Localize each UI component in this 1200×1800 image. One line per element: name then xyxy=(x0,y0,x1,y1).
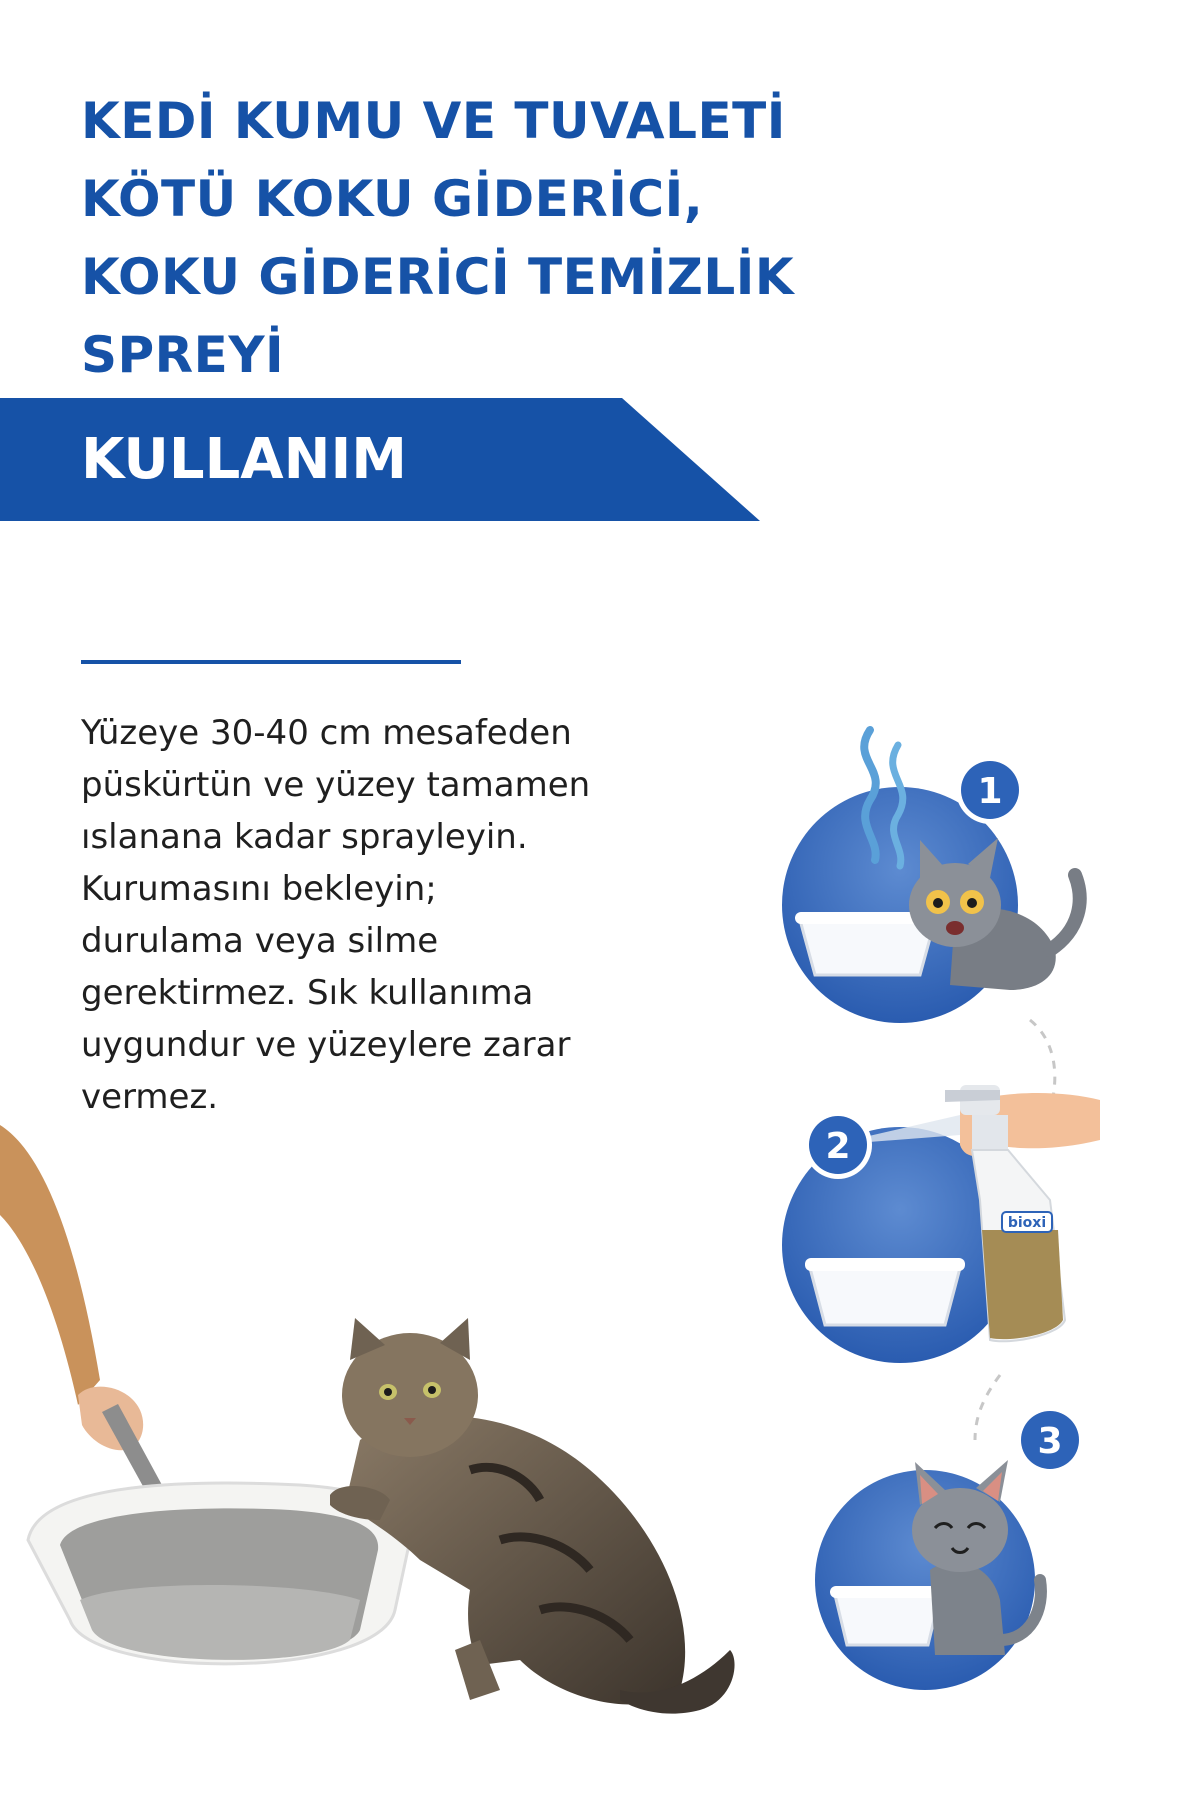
description-line: püskürtün ve yüzey tamamen xyxy=(81,765,591,805)
description-line: uygundur ve yüzeylere zarar xyxy=(81,1025,571,1065)
description-line: Yüzeye 30-40 cm mesafeden xyxy=(81,713,572,753)
brand-logo: bioxi xyxy=(1007,1215,1047,1231)
step-1-illustration xyxy=(782,730,1080,1023)
step-3-illustration xyxy=(815,1406,1084,1690)
litter-box-photo xyxy=(0,1125,735,1714)
product-title-line: SPREYİ xyxy=(81,326,285,384)
product-title-line: KEDİ KUMU VE TUVALETİ xyxy=(81,92,786,150)
description-line: vermez. xyxy=(81,1077,219,1117)
step-connector xyxy=(975,1375,1000,1440)
product-title-line: KÖTÜ KOKU GİDERİCİ, xyxy=(81,170,704,228)
section-label: KULLANIM xyxy=(81,427,408,492)
description-line: Kurumasını bekleyin; xyxy=(81,869,437,909)
product-title-line: KOKU GİDERİCİ TEMİZLİK xyxy=(81,248,795,306)
description-line: durulama veya silme xyxy=(81,921,439,961)
step-number: 1 xyxy=(977,771,1003,812)
description-line: gerektirmez. Sık kullanıma xyxy=(81,973,534,1013)
description-line: ıslanana kadar sprayleyin. xyxy=(81,817,528,857)
step-number: 2 xyxy=(825,1126,851,1167)
step-2-illustration xyxy=(782,1085,1100,1363)
step-number: 3 xyxy=(1037,1421,1063,1462)
